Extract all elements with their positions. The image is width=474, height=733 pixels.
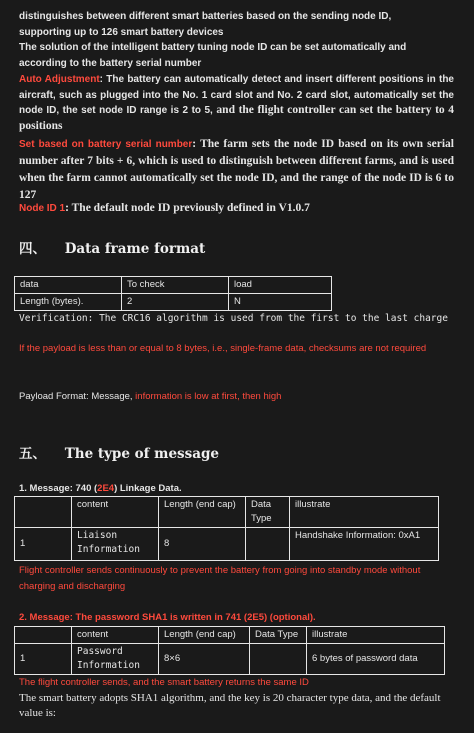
- table-row: [15, 277, 332, 294]
- table-row: [15, 644, 445, 675]
- table-header-row: [15, 627, 445, 644]
- table-cell: 1: [15, 644, 72, 675]
- message-1-title-prefix: 1. Message: 740 (: [19, 483, 98, 494]
- table-cell: 6 bytes of password data: [307, 644, 445, 675]
- table-cell: 2: [122, 294, 229, 311]
- intro-line-4: according to the battery serial number: [19, 57, 202, 69]
- message-1-title: [19, 481, 454, 497]
- serial-set-text: : The farm sets the node ID based on its own serial number after 7 bits + 6, which is used to distinguish between different farms, and is used when the farm cannot automatically set the node ID, and the range of the node ID is 6 to 127: [19, 138, 455, 201]
- table-header-row: [15, 497, 439, 528]
- message-1-note: Flight controller sends continuously to prevent the battery from going into standby mode without charging and discharging: [19, 565, 421, 592]
- table-cell: illustrate: [307, 627, 445, 644]
- table-cell: Data Type: [250, 627, 307, 644]
- section-5-number: 五、: [19, 446, 46, 462]
- sha-note: The smart battery adopts SHA1 algorithm, and the key is 20 character type data, and the default value is:: [19, 692, 441, 719]
- intro-line-3: The solution of the intelligent battery tuning node ID can be set automatically and: [19, 42, 407, 53]
- table-cell: Data Type: [246, 497, 290, 528]
- table-cell: Password Information: [72, 644, 159, 675]
- serial-set-label: Set based on battery serial number: [19, 139, 193, 150]
- table-cell: Length (end cap): [159, 627, 250, 644]
- table-cell: 8×6: [159, 644, 250, 675]
- message-2-title: 2. Message: The password SHA1 is written in 741 (2E5) (optional).: [19, 612, 316, 623]
- message-2-table: [14, 626, 445, 675]
- intro-line-2: supporting up to 126 smart battery devices: [19, 26, 224, 38]
- node-id-label: Node ID 1: [19, 203, 66, 214]
- table-cell: Length (end cap): [159, 497, 246, 528]
- frame-format-table: [14, 276, 332, 311]
- section-5-heading: [19, 442, 219, 462]
- section-4-title: Data frame format: [64, 241, 206, 257]
- message-1-title-suffix: ) Linkage Data.: [114, 483, 182, 494]
- table-cell: N: [229, 294, 332, 311]
- message-1-title-code: 2E4: [97, 483, 115, 494]
- table-cell: Liaison Information: [72, 528, 159, 561]
- table-cell: Handshake Information: 0xA1: [290, 528, 439, 561]
- payload-format: [19, 389, 454, 405]
- auto-adjust-label: Auto Adjustment: [19, 74, 100, 85]
- table-row: [15, 294, 332, 311]
- intro-line-1: distinguishes between different smart batteries based on the sending node ID,: [19, 11, 392, 22]
- table-cell: 8: [159, 528, 246, 561]
- section-5-title: The type of message: [64, 446, 220, 462]
- intro-text: [19, 9, 454, 71]
- auto-adjust-text-2: and the flight controller can set the battery to 4 positions: [19, 104, 454, 132]
- table-cell: [15, 627, 72, 644]
- table-cell: content: [72, 497, 159, 528]
- node-id-text: : The default node ID previously defined in V1.0.7: [65, 202, 310, 214]
- table-cell: Length (bytes).: [15, 294, 122, 311]
- section-4-number: 四、: [19, 241, 46, 257]
- message-2-note: The flight controller sends, and the smart battery returns the same ID: [19, 677, 309, 688]
- table-cell: content: [72, 627, 159, 644]
- table-cell: illustrate: [290, 497, 439, 528]
- auto-adjust-paragraph: [19, 72, 454, 134]
- verification-text: Verification: The CRC16 algorithm is used from the first to the last charge: [19, 313, 448, 324]
- auto-adjust-text: : The battery can automatically detect and insert different positions in the aircraft, such as plugged into the No. 1 card slot and No. 2 card slot, automatically set the node ID, the set node ID range is 2 to 5,: [19, 74, 454, 116]
- payload-note: If the payload is less than or equal to 8 bytes, i.e., single-frame data, checksums are not required: [19, 343, 427, 354]
- table-cell: load: [229, 277, 332, 294]
- table-cell: [250, 644, 307, 675]
- table-row: [15, 528, 439, 561]
- payload-format-label: Payload Format: Message,: [19, 391, 136, 402]
- serial-set-paragraph: [19, 136, 454, 204]
- table-cell: To check: [122, 277, 229, 294]
- node-id-paragraph: [19, 200, 454, 217]
- table-cell: [246, 528, 290, 561]
- section-4-heading: [19, 237, 205, 257]
- table-cell: data: [15, 277, 122, 294]
- payload-format-red: information is low at first, then high: [135, 391, 282, 402]
- table-cell: 1: [15, 528, 72, 561]
- table-cell: [15, 497, 72, 528]
- message-1-table: [14, 496, 439, 561]
